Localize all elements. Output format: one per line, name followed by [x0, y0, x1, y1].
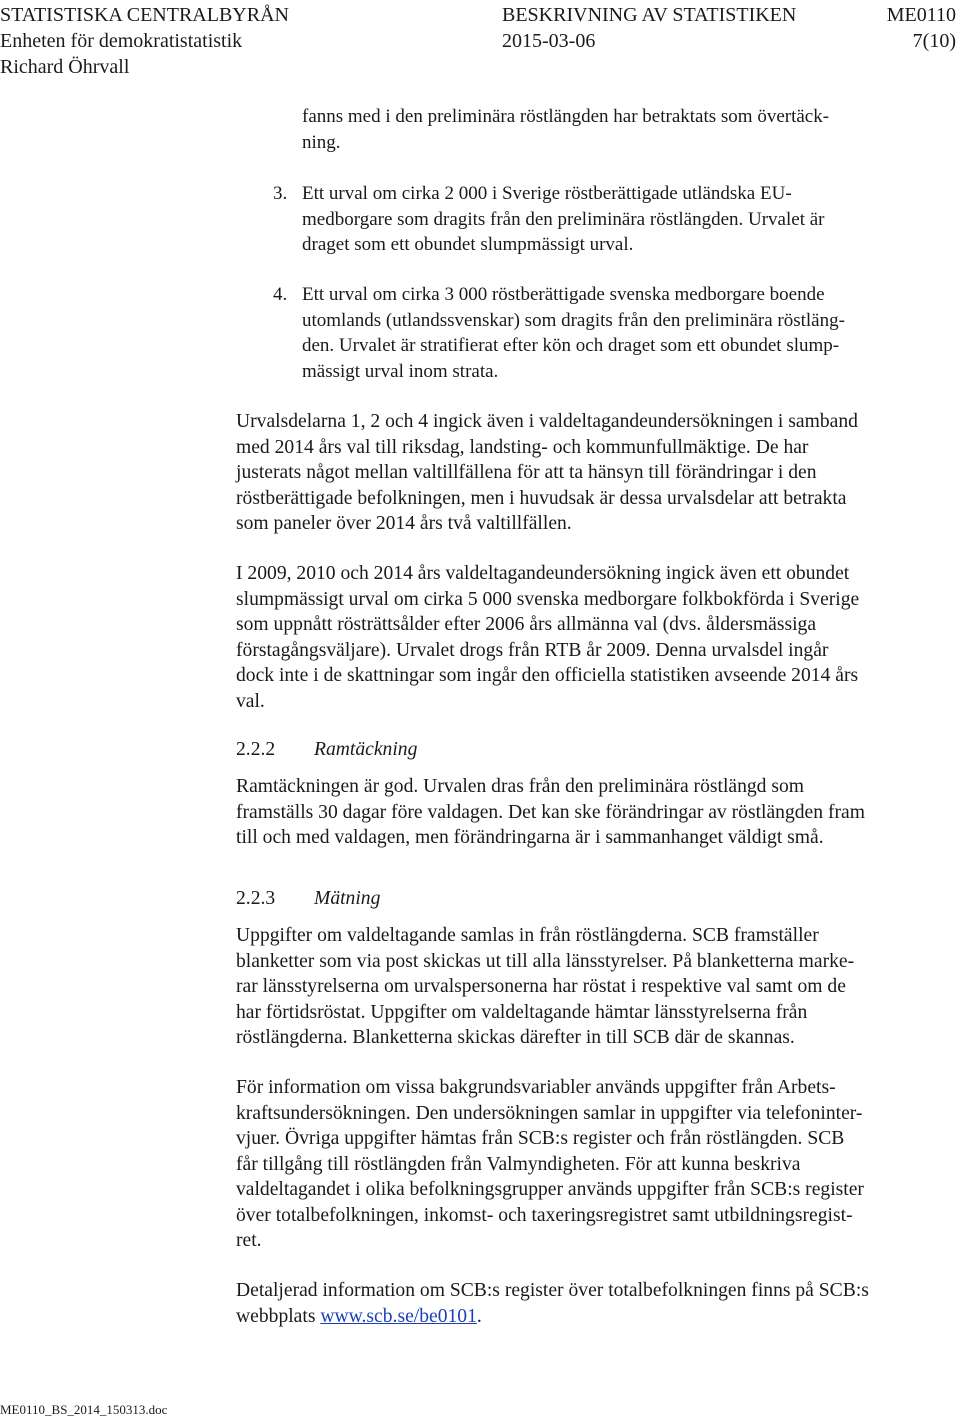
org-name: STATISTISKA CENTRALBYRÅN	[0, 4, 289, 26]
paragraph-urvalsdelarna	[236, 409, 948, 537]
author-name: Richard Öhrvall	[0, 56, 130, 78]
section-number: 2.2.2	[236, 739, 276, 760]
section-title: Ramtäckning	[314, 739, 418, 760]
paragraph-matning	[236, 923, 948, 1051]
text-line: kraftsundersökningen. Den undersökningen samlar in uppgifter via telefoninter-	[236, 1102, 863, 1124]
text-line: framställs 30 dagar före valdagen. Det kan ske förändringar av röstlängden fram	[236, 801, 865, 823]
footer-filename: ME0110_BS_2014_150313.doc	[0, 1402, 168, 1417]
text-line: utomlands (utlandssvenskar) som dragits från den preliminära röstläng-	[302, 309, 845, 331]
doc-code: ME0110	[886, 4, 956, 26]
text-line: Ramtäckningen är god. Urvalen dras från den preliminära röstlängd som	[236, 776, 805, 797]
text-line: mässigt urval inom strata.	[302, 360, 499, 382]
text-line: vjuer. Övriga uppgifter hämtas från SCB:s register och från röstlängden. SCB	[236, 1128, 845, 1149]
list-item	[302, 181, 942, 258]
text-line: draget som ett obundet slumpmässigt urval.	[302, 234, 634, 255]
doc-type: BESKRIVNING AV STATISTIKEN	[502, 4, 797, 26]
text-line: som uppnått rösträttsålder efter 2006 års allmänna val (dvs. åldersmässiga	[236, 614, 817, 635]
text-line: I 2009, 2010 och 2014 års valdeltagandeundersökning ingick även ett obundet	[236, 563, 850, 584]
list-item-number: 3.	[273, 183, 288, 204]
text-line: slumpmässigt urval om cirka 5 000 svenska medborgare folkbokförda i Sverige	[236, 588, 860, 610]
paragraph-bakgrundsvariabler	[236, 1075, 948, 1254]
list-item	[302, 282, 942, 384]
section-number: 2.2.3	[236, 888, 276, 909]
text-line: den. Urvalet är stratifierat efter kön och draget som ett obundet slump-	[302, 335, 840, 356]
page-header	[0, 2, 960, 80]
text-line: blanketter som via post skickas ut till alla länsstyrelser. På blanketterna marke-	[236, 950, 855, 972]
text-line	[236, 1304, 948, 1330]
page-number: 7(10)	[912, 30, 956, 52]
text-line: röstlängderna. Blanketterna skickas därefter in till SCB där de skannas.	[236, 1027, 795, 1048]
text-line: Ett urval om cirka 3 000 röstberättigade svenska medborgare boende	[302, 284, 825, 305]
text-line: Uppgifter om valdeltagande samlas in från röstlängderna. SCB framställer	[236, 925, 819, 946]
paragraph-valdeltagande	[236, 561, 948, 714]
text-line: Ett urval om cirka 2 000 i Sverige röstberättigade utländska EU-	[302, 183, 792, 204]
list-item-number: 4.	[273, 284, 288, 305]
text-line: Urvalsdelarna 1, 2 och 4 ingick även i valdeltagandeundersökningen i samband	[236, 411, 858, 432]
text-line: Detaljerad information om SCB:s register över totalbefolkningen finns på SCB:s	[236, 1280, 869, 1301]
text-fragment: webbplats	[236, 1305, 321, 1327]
text-line: har förtidsröstat. Uppgifter om valdeltagande hämtar länsstyrelserna från	[236, 1001, 808, 1023]
text-line: röstberättigade befolkningen, men i huvudsak är dessa urvalsdelar att betrakta	[236, 487, 847, 509]
continuation-paragraph	[302, 104, 942, 155]
text-line: ret.	[236, 1230, 262, 1251]
text-line: dock inte i de skattningar som ingår den officiella statistiken avseende 2014 års	[236, 665, 859, 686]
text-line: ning.	[302, 131, 341, 153]
text-line: För information om vissa bakgrundsvariabler används uppgifter från Arbets-	[236, 1077, 836, 1098]
text-line: förstagångsväljare). Urvalet drogs från RTB år 2009. Denna urvalsdel ingår	[236, 639, 829, 661]
text-line: justerats något mellan valtillfällena för att ta hänsyn till förändringar i den	[236, 462, 817, 483]
unit-name: Enheten för demokratistatistik	[0, 30, 243, 52]
doc-date: 2015-03-06	[502, 30, 596, 52]
text-line: fanns med i den preliminära röstlängden har betraktats som övertäck-	[302, 106, 830, 127]
text-line: får tillgång till röstlängden från Valmyndigheten. För att kunna beskriva	[236, 1153, 801, 1175]
text-line: med 2014 års val till riksdag, landsting- och kommunfullmäktige. De har	[236, 436, 809, 458]
text-line: till och med valdagen, men förändringarna är i sammanhanget väldigt små.	[236, 827, 824, 848]
text-line: över totalbefolkningen, inkomst- och taxeringsregistret samt utbildningsregist-	[236, 1204, 853, 1226]
section-heading-ramtackning	[236, 737, 417, 763]
scb-register-link[interactable]: www.scb.se/be0101	[320, 1305, 477, 1327]
text-line: medborgare som dragits från den preliminära röstlängden. Urvalet är	[302, 208, 825, 230]
section-heading-matning	[236, 886, 380, 912]
paragraph-detaljerad-information	[236, 1278, 948, 1329]
text-line: rar länsstyrelserna om urvalspersonerna har röstat i respektive val samt om de	[236, 976, 846, 997]
text-line: val.	[236, 690, 265, 712]
text-fragment: .	[476, 1305, 482, 1327]
paragraph-ramtackning	[236, 774, 948, 851]
section-title: Mätning	[314, 888, 381, 909]
text-line: valdeltagandet i olika befolkningsgrupper används uppgifter från SCB:s register	[236, 1179, 864, 1200]
text-line: som paneler över 2014 års två valtillfällen.	[236, 513, 572, 534]
